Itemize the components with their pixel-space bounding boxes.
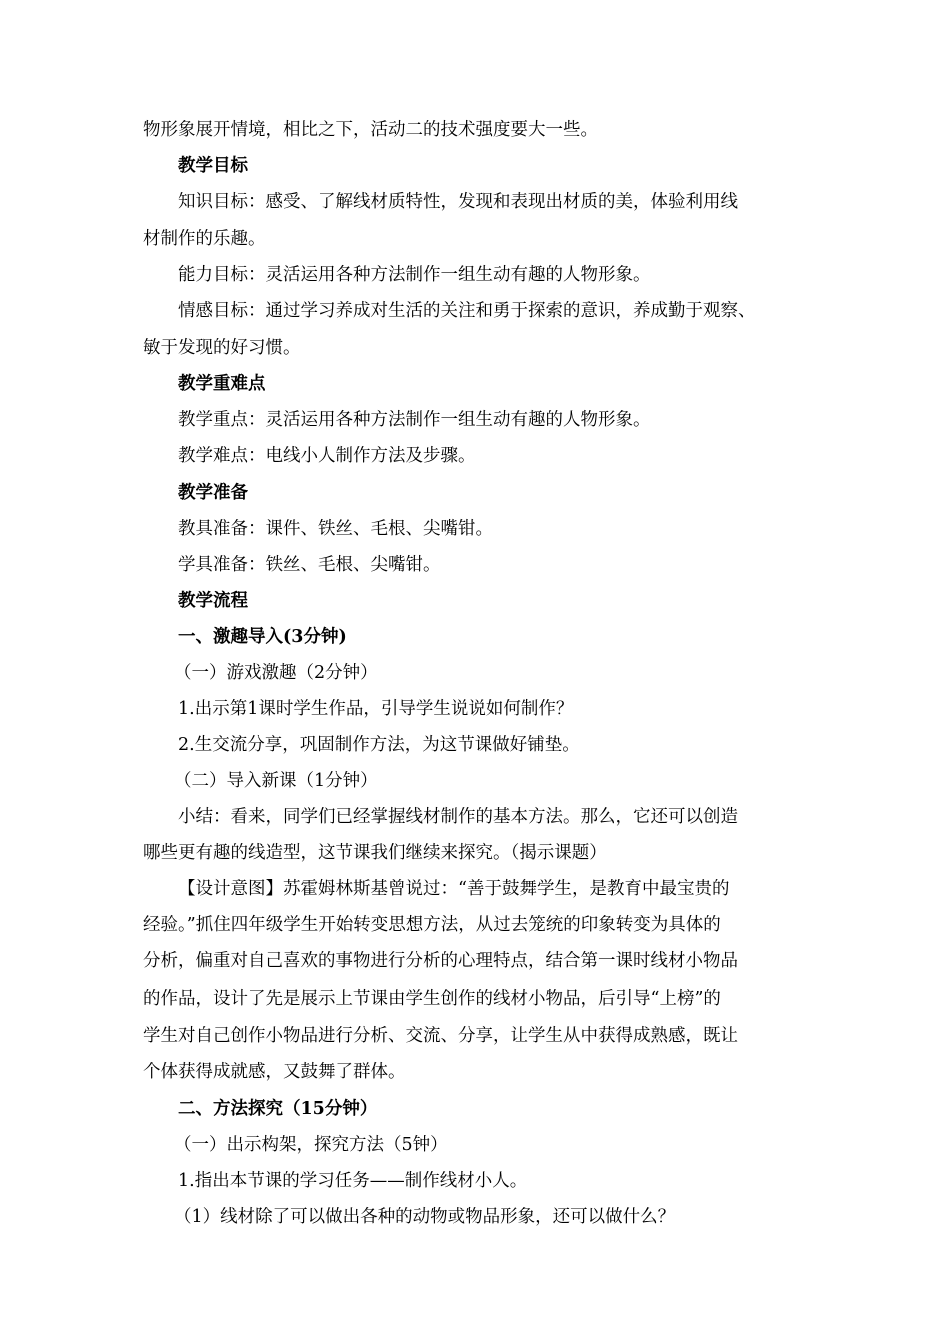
paragraph-line: （一）游戏激趣（2分钟）: [174, 663, 378, 683]
paragraph-line: 小结：看来，同学们已经掌握线材制作的基本方法。那么，它还可以创造: [178, 807, 738, 827]
paragraph-line: （一）出示构架，探究方法（5钟）: [174, 1135, 448, 1155]
paragraph-line: 学生对自己创作小物品进行分析、交流、分享，让学生从中获得成熟感，既让: [143, 1026, 738, 1046]
paragraph-line: 的作品，设计了先是展示上节课由学生创作的线材小物品，后引导“上榜”的: [143, 989, 721, 1009]
paragraph-line: 2.生交流分享，巩固制作方法，为这节课做好铺垫。: [178, 735, 580, 755]
section-heading-key-difficult-points: 教学重难点: [178, 374, 266, 394]
paragraph-line: 1.出示第1课时学生作品，引导学生说说如何制作？: [178, 699, 574, 719]
paragraph-line: 哪些更有趣的线造型，这节课我们继续来探究。（揭示课题）: [143, 843, 607, 863]
subsection-heading-method: 二、方法探究（15分钟）: [178, 1099, 378, 1119]
paragraph-line: 能力目标：灵活运用各种方法制作一组生动有趣的人物形象。: [178, 265, 651, 285]
paragraph-line: 【设计意图】苏霍姆林斯基曾说过：“善于鼓舞学生，是教育中最宝贵的: [178, 879, 730, 899]
paragraph-line: 情感目标：通过学习养成对生活的关注和勇于探索的意识，养成勤于观察、: [178, 301, 756, 321]
paragraph-line: 教具准备：课件、铁丝、毛根、尖嘴钳。: [178, 519, 493, 539]
paragraph-line: 物形象展开情境，相比之下，活动二的技术强度要大一些。: [143, 120, 598, 140]
section-heading-preparation: 教学准备: [178, 483, 248, 503]
paragraph-line: 个体获得成就感，又鼓舞了群体。: [143, 1062, 406, 1082]
paragraph-line: 教学难点：电线小人制作方法及步骤。: [178, 446, 476, 466]
paragraph-line: 材制作的乐趣。: [143, 229, 266, 249]
subsection-heading-intro: 一、激趣导入(3分钟): [178, 627, 347, 647]
paragraph-line: 分析，偏重对自己喜欢的事物进行分析的心理特点，结合第一课时线材小物品: [143, 951, 738, 971]
paragraph-line: 1.指出本节课的学习任务——制作线材小人。: [178, 1171, 528, 1191]
paragraph-line: （二）导入新课（1分钟）: [174, 771, 378, 791]
section-heading-process: 教学流程: [178, 591, 248, 611]
paragraph-line: 学具准备：铁丝、毛根、尖嘴钳。: [178, 555, 441, 575]
paragraph-line: 敏于发现的好习惯。: [143, 338, 301, 358]
paragraph-line: 教学重点：灵活运用各种方法制作一组生动有趣的人物形象。: [178, 410, 651, 430]
section-heading-teaching-goals: 教学目标: [178, 156, 248, 176]
paragraph-line: （1）线材除了可以做出各种的动物或物品形象，还可以做什么？: [174, 1207, 676, 1227]
paragraph-line: 经验。”抓住四年级学生开始转变思想方法，从过去笼统的印象转变为具体的: [143, 915, 721, 935]
paragraph-line: 知识目标：感受、了解线材质特性，发现和表现出材质的美，体验利用线: [178, 192, 738, 212]
